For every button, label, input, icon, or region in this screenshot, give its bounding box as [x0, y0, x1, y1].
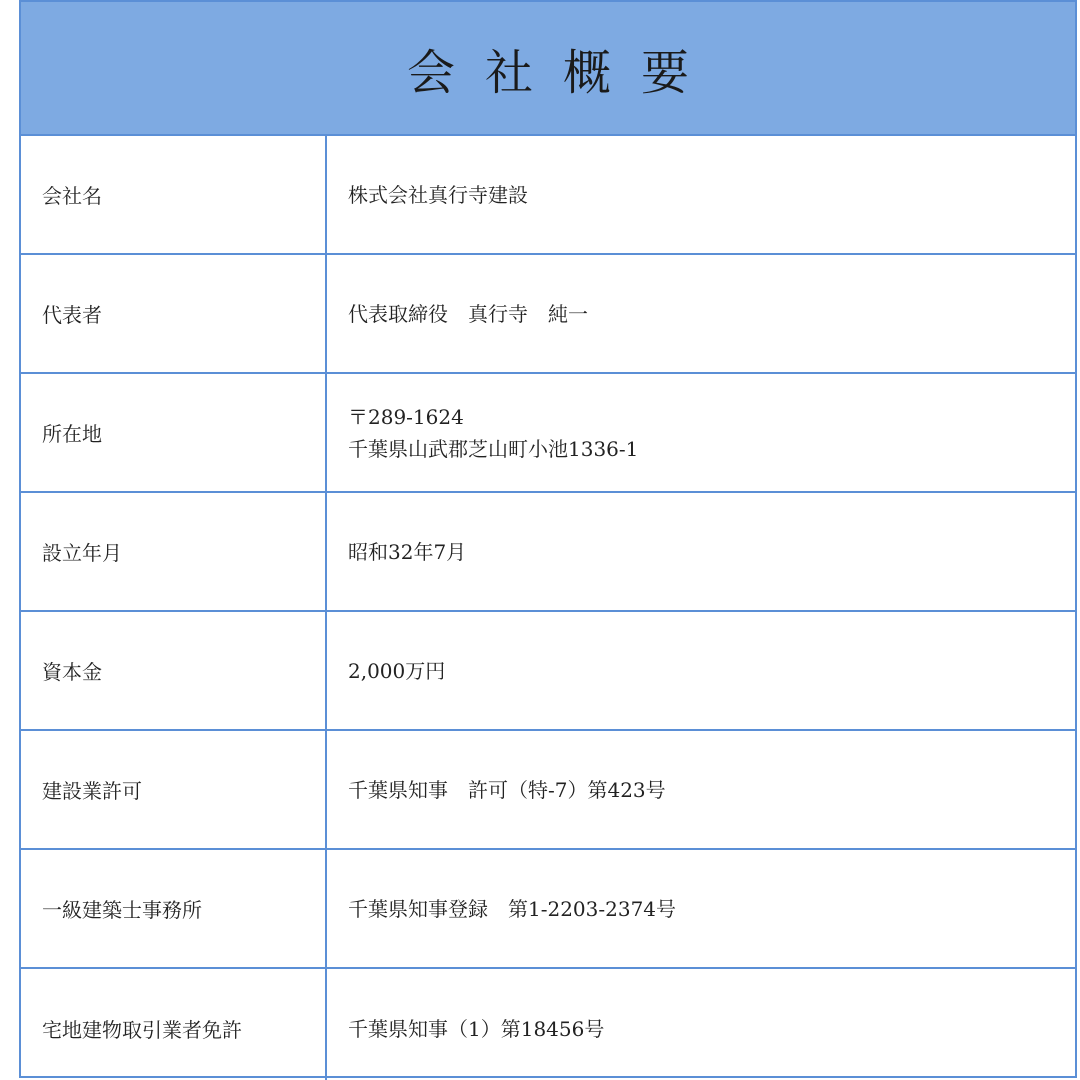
postal-code: 〒289-1624 [348, 404, 464, 429]
row-label: 一級建築士事務所 [21, 850, 327, 967]
row-label: 会社名 [21, 136, 327, 253]
row-value [327, 255, 1075, 372]
company-profile-table [19, 0, 1077, 1078]
value-line: 千葉県知事 許可（特-7）第423号 [348, 777, 666, 802]
value-line: 代表取締役 真行寺 純一 [348, 301, 588, 326]
row-value [327, 136, 1075, 253]
row-label: 建設業許可 [21, 731, 327, 848]
row-value [327, 374, 1075, 491]
row-label: 代表者 [21, 255, 327, 372]
table-header [21, 2, 1075, 136]
row-value [327, 731, 1075, 848]
row-architect-office [21, 850, 1075, 969]
row-capital [21, 612, 1075, 731]
row-label: 宅地建物取引業者免許 [21, 969, 327, 1080]
row-company-name [21, 136, 1075, 255]
value-line: 昭和32年7月 [348, 539, 467, 564]
value-line: 株式会社真行寺建設 [348, 182, 528, 207]
row-value [327, 612, 1075, 729]
row-real-estate-license [21, 969, 1075, 1080]
row-construction-license [21, 731, 1075, 850]
value-line: 千葉県知事登録 第1-2203-2374号 [348, 896, 677, 921]
page-title: 会社概要 [406, 44, 719, 101]
row-value [327, 493, 1075, 610]
row-established [21, 493, 1075, 612]
row-value [327, 850, 1075, 967]
value-line: 2,000万円 [348, 658, 446, 683]
row-label: 設立年月 [21, 493, 327, 610]
row-address [21, 374, 1075, 493]
street-address: 千葉県山武郡芝山町小池1336-1 [348, 436, 639, 461]
row-value [327, 969, 1075, 1080]
row-label: 所在地 [21, 374, 327, 491]
value-line: 千葉県知事（1）第18456号 [348, 1016, 605, 1041]
row-representative [21, 255, 1075, 374]
row-label: 資本金 [21, 612, 327, 729]
profile-rows [21, 136, 1075, 1080]
